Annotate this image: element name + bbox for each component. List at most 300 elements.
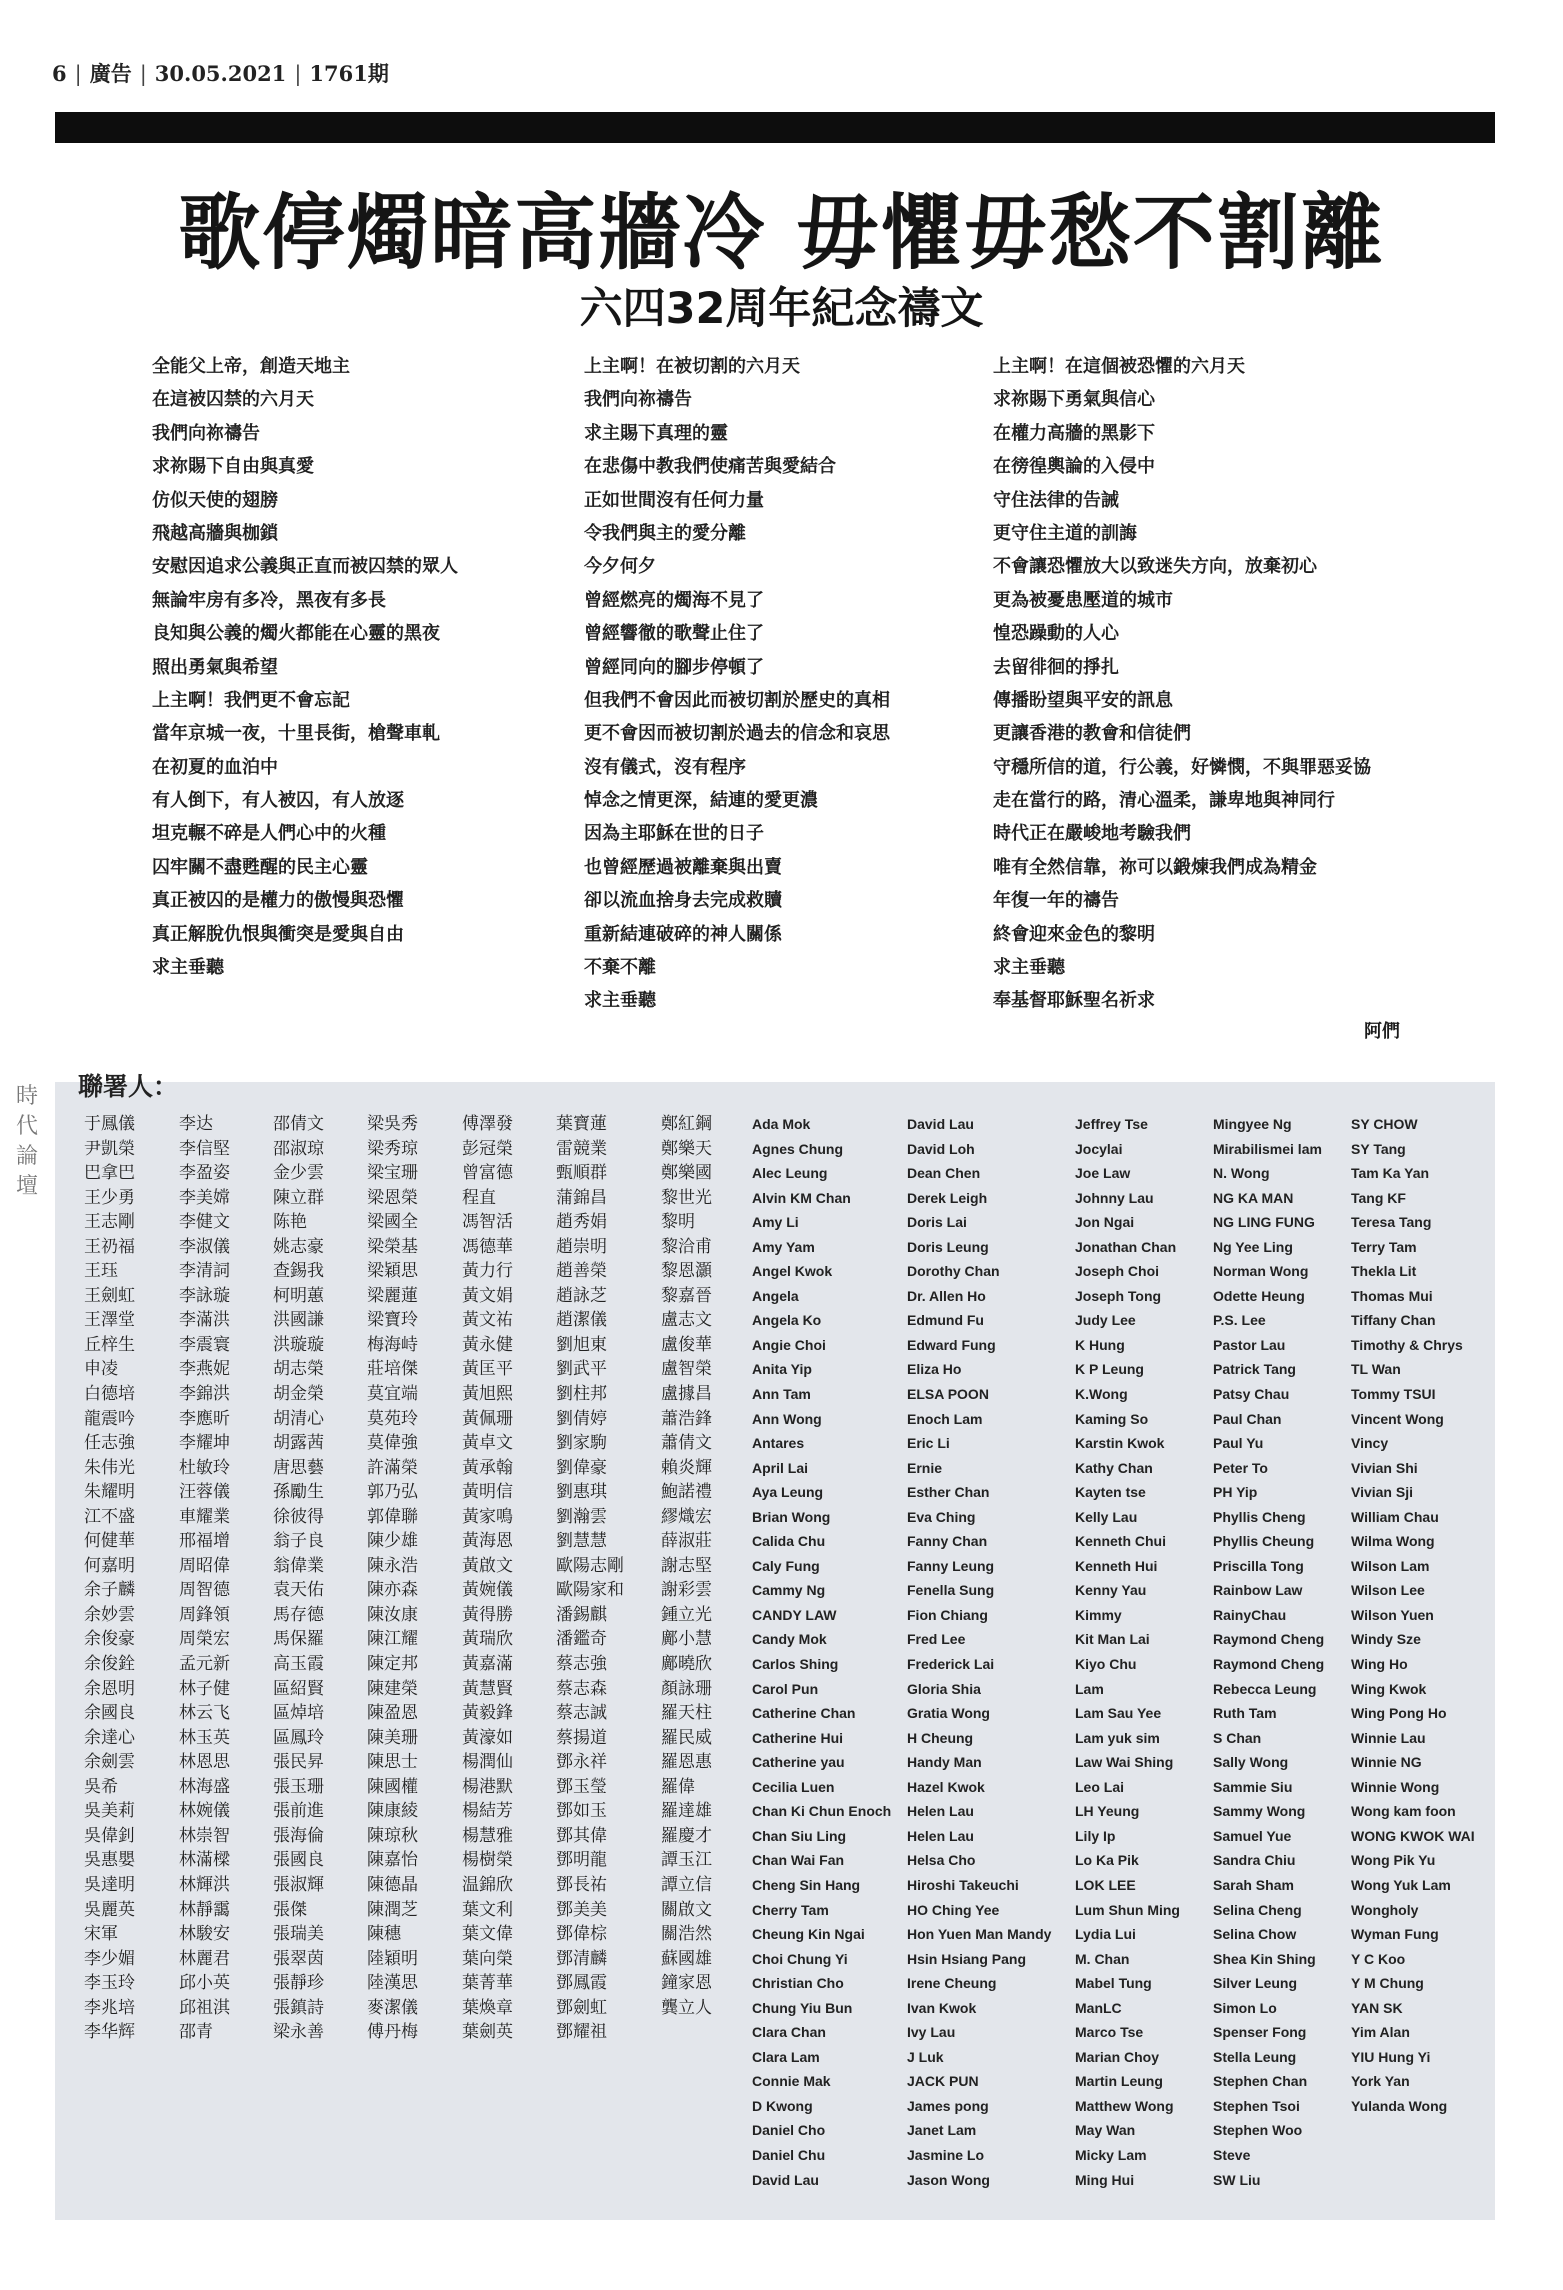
signatory-name: Dean Chen <box>907 1165 981 1182</box>
signatory-name: Edward Fung <box>907 1336 996 1353</box>
signatory-name: April Lai <box>752 1459 809 1476</box>
signatory-name: 鮑諾禮 <box>661 1482 712 1503</box>
signatory-name: Stephen Chan <box>1213 2073 1308 2090</box>
signatory-name: 黃文祐 <box>462 1310 513 1331</box>
signatory-name: Fion Chiang <box>907 1606 988 1623</box>
prayer-line: 我們向祢禱告 <box>152 422 260 444</box>
signatory-column-latin-4 <box>1213 1112 1324 2192</box>
signatory-name: Y C Koo <box>1351 1950 1406 1967</box>
signatory-name: 盧志文 <box>661 1310 712 1331</box>
signatory-name: 蔡志誠 <box>556 1703 607 1724</box>
signatory-name: 鄧劍虹 <box>556 1997 607 2018</box>
signatory-name: Amy Li <box>752 1214 799 1231</box>
signatory-name: 羅達雄 <box>661 1801 712 1822</box>
signatory-name: Kit Man Lai <box>1075 1631 1150 1648</box>
signatory-name: 梁恩榮 <box>367 1187 418 1208</box>
signatory-name: Martin Leung <box>1075 2073 1163 2090</box>
signatory-name: 翁子良 <box>273 1531 324 1552</box>
signatory-name: Vincy <box>1351 1435 1389 1452</box>
signatory-name: 黃文娟 <box>462 1285 513 1306</box>
signatory-name: 黎恩灝 <box>661 1261 712 1282</box>
signatory-name: Brian Wong <box>752 1508 831 1525</box>
signatory-name: Fenella Sung <box>907 1582 995 1599</box>
signatory-name: 徐彼得 <box>273 1506 324 1527</box>
signatory-name: 王少勇 <box>84 1187 135 1208</box>
signatory-name: Yulanda Wong <box>1351 2097 1448 2114</box>
signatory-name: William Chau <box>1351 1508 1439 1525</box>
signatory-name: Joseph Tong <box>1075 1287 1162 1304</box>
signatory-name: 傅澤發 <box>462 1114 513 1134</box>
signatory-name: Chan Siu Ling <box>752 1827 847 1844</box>
signatory-name: 陳嘉怡 <box>367 1850 418 1871</box>
prayer-line: 上主啊！在這個被恐懼的六月天 <box>993 356 1245 377</box>
signatory-name: 莫苑玲 <box>367 1408 418 1429</box>
signatory-name: 關啟文 <box>661 1899 712 1920</box>
signatory-name: 陳少雄 <box>367 1531 418 1552</box>
side-brand-char: 時 <box>15 1084 38 1109</box>
signatory-name: K.Wong <box>1075 1386 1128 1403</box>
signatory-name: Dorothy Chan <box>907 1263 1000 1280</box>
signatory-name: 蔡志強 <box>556 1654 607 1675</box>
signatory-name: 鄧明龍 <box>556 1850 607 1871</box>
prayer-line: 上主啊！我們更不會忘記 <box>152 689 350 711</box>
signatory-name: 黎嘉晉 <box>661 1285 712 1306</box>
signatory-name: 梁麗蓮 <box>367 1285 418 1306</box>
signatory-name: 洪國謙 <box>273 1310 324 1331</box>
signatory-name: Daniel Chu <box>752 2146 826 2163</box>
signatory-name: 龔立人 <box>661 1997 712 2018</box>
signatory-name: 吳惠嬰 <box>84 1850 135 1871</box>
signatory-name: Kenneth Hui <box>1075 1557 1158 1574</box>
signatory-name: Stephen Woo <box>1213 2122 1303 2139</box>
signatory-name: 劉惠琪 <box>556 1482 607 1503</box>
signatory-name: 鄭樂國 <box>661 1163 712 1184</box>
page-number: 6 <box>52 61 67 86</box>
signatory-name: 盧智榮 <box>661 1359 712 1380</box>
signatory-name: Micky Lam <box>1075 2146 1147 2163</box>
signatory-name: Mabel Tung <box>1075 1975 1152 1992</box>
signatory-name: 余達心 <box>84 1727 135 1748</box>
signatory-name: Patsy Chau <box>1213 1386 1290 1403</box>
signatory-name: 鄧美美 <box>556 1899 607 1920</box>
signatory-name: 雷競業 <box>556 1138 607 1159</box>
signatory-name: May Wan <box>1075 2122 1136 2139</box>
signatory-name: Cecilia Luen <box>752 1778 835 1795</box>
prayer-line: 曾經同向的腳步停頓了 <box>584 656 764 678</box>
signatory-name: Lily Ip <box>1075 1827 1116 1844</box>
signatory-name: 陳永浩 <box>367 1555 418 1576</box>
prayer-line: 在悲傷中教我們使痛苦與愛結合 <box>584 456 836 478</box>
signatory-name: 邱小英 <box>179 1973 230 1994</box>
signatory-name: 龍震吟 <box>84 1408 135 1429</box>
signatory-name: 李淑儀 <box>179 1236 230 1257</box>
signatory-name: 黃永健 <box>462 1334 513 1355</box>
signatory-name: 余俊銓 <box>84 1654 135 1675</box>
signatory-name: Joseph Choi <box>1075 1263 1160 1280</box>
signatory-name: Timothy & Chrys <box>1351 1336 1463 1353</box>
signatory-name: 黃卓文 <box>462 1433 513 1454</box>
signatory-name: Paul Yu <box>1213 1435 1264 1452</box>
signatory-name: 李耀坤 <box>179 1433 230 1454</box>
signatory-name: 馬保羅 <box>273 1629 324 1650</box>
signatory-name: Helen Lau <box>907 1827 974 1844</box>
signatory-name: 黃明信 <box>462 1482 513 1503</box>
signatory-name: David Loh <box>907 1140 975 1157</box>
prayer-line: 奉基督耶穌聖名祈求 <box>993 990 1155 1012</box>
prayer-line: 囚牢關不盡甦醒的民主心靈 <box>152 856 368 878</box>
signatory-name: 黃毅鋒 <box>462 1703 513 1724</box>
side-brand-vertical <box>14 1082 40 1202</box>
signatory-name: Sammy Wong <box>1213 1803 1306 1820</box>
signatory-name: Angie Choi <box>752 1336 826 1353</box>
signatory-name: Shea Kin Shing <box>1213 1950 1316 1967</box>
signatory-name: Doris Lai <box>907 1214 967 1231</box>
signatory-name: Yim Alan <box>1351 2024 1410 2041</box>
signatory-name: Odette Heung <box>1213 1287 1305 1304</box>
signatory-name: Y M Chung <box>1351 1975 1424 1992</box>
signatory-name: 李詠璇 <box>179 1285 230 1306</box>
signatory-name: Jason Wong <box>907 2171 990 2188</box>
signatory-name: 朱伟光 <box>84 1457 135 1478</box>
signatory-name: 任志強 <box>84 1433 135 1454</box>
signatory-name: 黃旭熙 <box>462 1384 513 1405</box>
signatory-name: 鄧如玉 <box>556 1801 607 1822</box>
signatory-name: Marco Tse <box>1075 2024 1144 2041</box>
signatory-name: 林輝洪 <box>179 1874 230 1895</box>
signatory-name: 吳希 <box>84 1776 118 1797</box>
signatory-name: K P Leung <box>1075 1361 1144 1378</box>
signatory-name: 李滿洪 <box>179 1310 230 1331</box>
signatory-name: Samuel Yue <box>1213 1827 1292 1844</box>
signatory-name: 黃慧賢 <box>462 1678 513 1699</box>
signatory-name: 黎明 <box>661 1212 695 1233</box>
signatory-name: 羅慶才 <box>661 1825 712 1846</box>
signatory-name: 黃匡平 <box>462 1359 513 1380</box>
prayer-line: 當年京城一夜，十里長街，槍聲車軋 <box>152 723 440 745</box>
signatory-name: Wilson Yuen <box>1351 1606 1434 1623</box>
signatory-name: 陸穎明 <box>367 1948 418 1969</box>
header-separator: | <box>74 62 82 86</box>
signatory-name: 葉文偉 <box>462 1924 513 1945</box>
signatory-name: 趙秀娟 <box>556 1212 607 1233</box>
signatory-name: Derek Leigh <box>907 1189 988 1206</box>
prayer-line: 無論牢房有多冷，黑夜有多長 <box>152 589 386 611</box>
signatory-name: 高玉霞 <box>273 1654 324 1675</box>
prayer-line: 走在當行的路，清心溫柔，謙卑地與神同行 <box>993 790 1335 812</box>
signatory-name: Jeffrey Tse <box>1075 1116 1148 1132</box>
signatory-name: Candy Mok <box>752 1631 827 1648</box>
signatory-name: Wilma Wong <box>1351 1533 1435 1550</box>
signatory-name: 劉柱邦 <box>556 1384 607 1405</box>
signatory-name: 謝彩雲 <box>661 1580 712 1601</box>
signatory-name: 孫勵生 <box>273 1482 324 1503</box>
signatory-name: 羅恩惠 <box>661 1752 712 1773</box>
signatory-name: Jonathan Chan <box>1075 1238 1177 1255</box>
signatory-name: Selina Cheng <box>1213 1901 1302 1918</box>
prayer-line: 今夕何夕 <box>584 556 656 578</box>
prayer-line: 曾經燃亮的燭海不見了 <box>584 589 764 611</box>
signatory-name: 李錦洪 <box>179 1384 230 1405</box>
signatory-name: 王珏 <box>84 1261 118 1282</box>
signatory-name: 葉劍英 <box>462 2022 513 2043</box>
signatory-name: Lam <box>1075 1680 1104 1697</box>
signatory-name: 李震寰 <box>179 1334 230 1355</box>
signatory-name: 李兆培 <box>84 1997 135 2018</box>
signatory-name: Eric Li <box>907 1435 950 1452</box>
signatory-name: Sammie Siu <box>1213 1778 1293 1795</box>
signatory-name: 羅天柱 <box>661 1703 712 1724</box>
signatory-name: 何嘉明 <box>84 1555 135 1576</box>
prayer-line: 年復一年的禱告 <box>993 890 1119 912</box>
signatory-name: Leo Lai <box>1075 1778 1125 1795</box>
signatory-name: 胡清心 <box>273 1408 324 1429</box>
signatory-name: 楊結芳 <box>462 1801 513 1822</box>
prayer-line: 令我們與主的愛分離 <box>584 522 746 544</box>
signatory-name: K Hung <box>1075 1336 1125 1353</box>
signatory-name: Fanny Chan <box>907 1533 988 1550</box>
signatory-name: 葉菁華 <box>462 1973 513 1994</box>
signatory-name: Enoch Lam <box>907 1410 983 1427</box>
signatory-name: Tang KF <box>1351 1189 1406 1206</box>
signatory-name: Hon Yuen Man Mandy <box>907 1926 1052 1943</box>
signatory-name: 李玉玲 <box>84 1973 135 1994</box>
signatory-name: 鄧長祐 <box>556 1874 607 1895</box>
prayer-line: 時代正在嚴峻地考驗我們 <box>993 823 1191 845</box>
signatory-name: 鄭樂天 <box>661 1138 712 1159</box>
prayer-line: 安慰因追求公義與正直而被囚禁的眾人 <box>152 556 458 578</box>
signatory-name: Clara Chan <box>752 2024 826 2041</box>
signatory-name: SY Tang <box>1351 1140 1406 1157</box>
signatory-name: 趙潔儀 <box>556 1310 607 1331</box>
signatory-name: 譚立信 <box>661 1874 712 1895</box>
signatory-name: 林崇智 <box>179 1825 230 1846</box>
signatory-name: 鄺小慧 <box>661 1629 712 1650</box>
signatory-name: 盧據昌 <box>661 1384 712 1405</box>
signatory-name: 陳康綾 <box>367 1801 418 1822</box>
signatory-name: Terry Tam <box>1351 1238 1417 1255</box>
prayer-line: 在初夏的血泊中 <box>152 756 278 778</box>
signatory-name: 劉慧慧 <box>556 1531 607 1552</box>
signatory-name: Helen Lau <box>907 1803 974 1820</box>
signatory-column-chinese-3 <box>273 1112 324 2045</box>
signatory-name: 蕭浩鋒 <box>661 1408 712 1429</box>
signatory-name: Winnie NG <box>1351 1754 1422 1771</box>
prayer-line: 坦克輾不碎是人們心中的火種 <box>152 823 386 845</box>
signatory-name: 麥潔儀 <box>367 1997 418 2018</box>
prayer-line: 在這被囚禁的六月天 <box>152 389 314 411</box>
header-rule-bar <box>55 112 1495 143</box>
signatory-name: Angela <box>752 1287 799 1304</box>
signatory-name: 李华辉 <box>84 2022 135 2043</box>
signatory-name: TL Wan <box>1351 1361 1401 1378</box>
signatory-name: 宋軍 <box>84 1924 118 1945</box>
prayer-line: 真正解脫仇恨與衝突是愛與自由 <box>152 923 404 945</box>
signatory-name: 黃家鳴 <box>462 1506 513 1527</box>
signatory-name: 陳定邦 <box>367 1654 418 1675</box>
signatory-name: 潘錫麒 <box>556 1604 607 1625</box>
prayer-line: 有人倒下，有人被囚，有人放逐 <box>152 790 404 812</box>
signatory-name: 周鋒領 <box>179 1604 230 1625</box>
signatory-name: ELSA POON <box>907 1386 989 1403</box>
signatory-name: 金少雲 <box>273 1163 324 1184</box>
signatory-name: Priscilla Tong <box>1213 1557 1304 1574</box>
signatory-name: Edmund Fu <box>907 1312 984 1329</box>
signatory-name: Amy Yam <box>752 1238 815 1255</box>
signatory-name: 李應昕 <box>179 1408 230 1429</box>
signatory-name: 李信堅 <box>179 1138 230 1159</box>
signatory-name: 胡志榮 <box>273 1359 324 1380</box>
signatory-name: 張傑 <box>273 1899 307 1920</box>
signatory-name: Lum Shun Ming <box>1075 1901 1180 1918</box>
signatory-name: Johnny Lau <box>1075 1189 1154 1206</box>
signatory-name: 王志剛 <box>84 1212 135 1233</box>
amen: 阿們 <box>1364 1021 1400 1042</box>
signatory-name: 馮德華 <box>462 1236 513 1257</box>
prayer-line: 求主垂聽 <box>152 957 224 979</box>
signatory-name: 吳偉釗 <box>84 1825 135 1846</box>
signatory-name: Alec Leung <box>752 1165 828 1182</box>
signatory-name: 蕭倩文 <box>661 1433 712 1454</box>
signatory-name: Teresa Tang <box>1351 1214 1432 1231</box>
signatory-name: 車耀業 <box>179 1506 230 1527</box>
signatory-name: 張瑞美 <box>273 1924 324 1945</box>
signatory-name: 胡露茜 <box>273 1433 324 1454</box>
signatory-name: WONG KWOK WAI <box>1351 1827 1475 1844</box>
signatory-name: 姚志豪 <box>273 1236 324 1257</box>
signatory-name: Wong Yuk Lam <box>1351 1876 1451 1893</box>
signatory-name: 張海倫 <box>273 1825 324 1846</box>
signatory-name: 洪璇璇 <box>273 1334 324 1355</box>
signatory-name: Silver Leung <box>1213 1975 1298 1992</box>
signatory-name: 薛淑莊 <box>661 1531 712 1552</box>
signatory-name: 余妙雲 <box>84 1604 135 1625</box>
signatory-name: 葉寶蓮 <box>556 1114 607 1134</box>
signatory-name: 葉煥章 <box>462 1997 513 2018</box>
signatory-name: 趙善榮 <box>556 1261 607 1282</box>
signatory-name: Ann Tam <box>752 1386 811 1403</box>
signatory-name: 黃瑞欣 <box>462 1629 513 1650</box>
signatory-name: Kelly Lau <box>1075 1508 1138 1525</box>
signatory-name: Caly Fung <box>752 1557 820 1574</box>
signatory-name: Helsa Cho <box>907 1852 976 1869</box>
signatory-name: Lo Ka Pik <box>1075 1852 1139 1869</box>
signatory-name: Wing Kwok <box>1351 1680 1427 1697</box>
prayer-line: 求祢賜下自由與真愛 <box>152 456 314 478</box>
signatory-name: Eliza Ho <box>907 1361 962 1378</box>
signatory-name: 李达 <box>179 1114 213 1134</box>
signatory-name: 盧俊華 <box>661 1334 712 1355</box>
signatory-name: 顏詠珊 <box>661 1678 712 1699</box>
signatory-name: 周昭偉 <box>179 1555 230 1576</box>
prayer-line: 全能父上帝，創造天地主 <box>152 356 350 377</box>
signatory-name: 譚玉江 <box>661 1850 712 1871</box>
signatory-name: 林滿樑 <box>179 1850 230 1871</box>
signatory-name: Calida Chu <box>752 1533 826 1550</box>
signatory-name: Frederick Lai <box>907 1656 995 1673</box>
signatory-name: 鄧永祥 <box>556 1752 607 1773</box>
signatory-name: D Kwong <box>752 2097 813 2114</box>
signatory-name: James pong <box>907 2097 989 2114</box>
signatory-name: 邵青 <box>179 2022 213 2043</box>
signatory-name: Kenneth Chui <box>1075 1533 1166 1550</box>
signatory-name: Thekla Lit <box>1351 1263 1417 1280</box>
signatory-name: YIU Hung Yi <box>1351 2048 1431 2065</box>
signatory-name: 鄧偉棕 <box>556 1924 607 1945</box>
signatory-name: Catherine Chan <box>752 1705 856 1722</box>
signatory-name: 梁國全 <box>367 1212 418 1233</box>
signatory-name: Aya Leung <box>752 1484 824 1501</box>
signatory-column-latin-2 <box>907 1112 1051 2192</box>
signatory-name: 張民昇 <box>273 1752 324 1773</box>
signatory-name: 張靜珍 <box>273 1973 324 1994</box>
signatory-name: 林子健 <box>179 1678 230 1699</box>
signatory-name: 梁榮基 <box>367 1236 418 1257</box>
prayer-line: 曾經響徹的歌聲止住了 <box>584 623 764 645</box>
signatory-name: 彭冠榮 <box>462 1138 513 1159</box>
signatory-name: 查錫我 <box>273 1261 324 1282</box>
signatory-name: 余劍雲 <box>84 1752 135 1773</box>
prayer-line: 在徬徨輿論的入侵中 <box>993 456 1155 478</box>
signatory-name: 柯明蕙 <box>273 1285 324 1306</box>
signatory-name: Hsin Hsiang Pang <box>907 1950 1027 1967</box>
signatory-name: Anita Yip <box>752 1361 812 1378</box>
prayer-line: 重新結連破碎的神人關係 <box>584 923 782 945</box>
prayer-line: 良知與公義的燭火都能在心靈的黑夜 <box>152 623 440 645</box>
signatory-column-latin-1 <box>752 1112 891 2192</box>
signatory-name: 楊慧雅 <box>462 1825 513 1846</box>
signatory-name: Joe Law <box>1075 1165 1131 1182</box>
signatory-name: 梁秀琼 <box>367 1138 418 1159</box>
signatory-name: 劉旭東 <box>556 1334 607 1355</box>
signatory-name: Ernie <box>907 1459 943 1476</box>
signatory-name: Sandra Chiu <box>1213 1852 1296 1869</box>
signatory-name: Daniel Cho <box>752 2122 826 2139</box>
signatory-name: Thomas Mui <box>1351 1287 1433 1304</box>
signatory-name: Tiffany Chan <box>1351 1312 1436 1329</box>
signatory-name: 李健文 <box>179 1212 230 1233</box>
prayer-line: 更守住主道的訓誨 <box>993 522 1137 544</box>
signatory-name: 張淑輝 <box>273 1874 324 1895</box>
signatory-name: 蔡志森 <box>556 1678 607 1699</box>
signatory-name: Janet Lam <box>907 2122 977 2139</box>
signatory-name: 黃承翰 <box>462 1457 513 1478</box>
signatory-column-chinese-6 <box>556 1112 624 2045</box>
signatory-name: 楊港默 <box>462 1776 513 1797</box>
signatory-name: Raymond Cheng <box>1213 1631 1325 1648</box>
signatory-name: 梁吳秀 <box>367 1114 418 1134</box>
signatory-name: Handy Man <box>907 1754 982 1771</box>
side-brand-char: 壇 <box>15 1174 38 1199</box>
signatory-name: Tommy TSUI <box>1351 1386 1436 1403</box>
signatory-name: Rebecca Leung <box>1213 1680 1317 1697</box>
signatory-name: Ann Wong <box>752 1410 822 1427</box>
signatory-name: 邱祖淇 <box>179 1997 230 2018</box>
signatory-name: 楊潤仙 <box>462 1752 513 1773</box>
signatory-name: Esther Chan <box>907 1484 990 1501</box>
signatory-name: Fred Lee <box>907 1631 966 1648</box>
signatory-name: Jon Ngai <box>1075 1214 1135 1231</box>
signatory-name: 區鳳玲 <box>273 1727 324 1748</box>
signatory-name: 蒲錦昌 <box>556 1187 607 1208</box>
signatory-name: Ada Mok <box>752 1116 811 1132</box>
signatory-name: Sally Wong <box>1213 1754 1289 1771</box>
signatory-name: 楊樹榮 <box>462 1850 513 1871</box>
signatory-name: David Lau <box>752 2171 819 2188</box>
signatory-name: Carol Pun <box>752 1680 819 1697</box>
signatory-name: Kenny Yau <box>1075 1582 1147 1599</box>
signatory-name: Dr. Allen Ho <box>907 1287 986 1304</box>
prayer-line: 惶恐躁動的人心 <box>993 623 1119 645</box>
